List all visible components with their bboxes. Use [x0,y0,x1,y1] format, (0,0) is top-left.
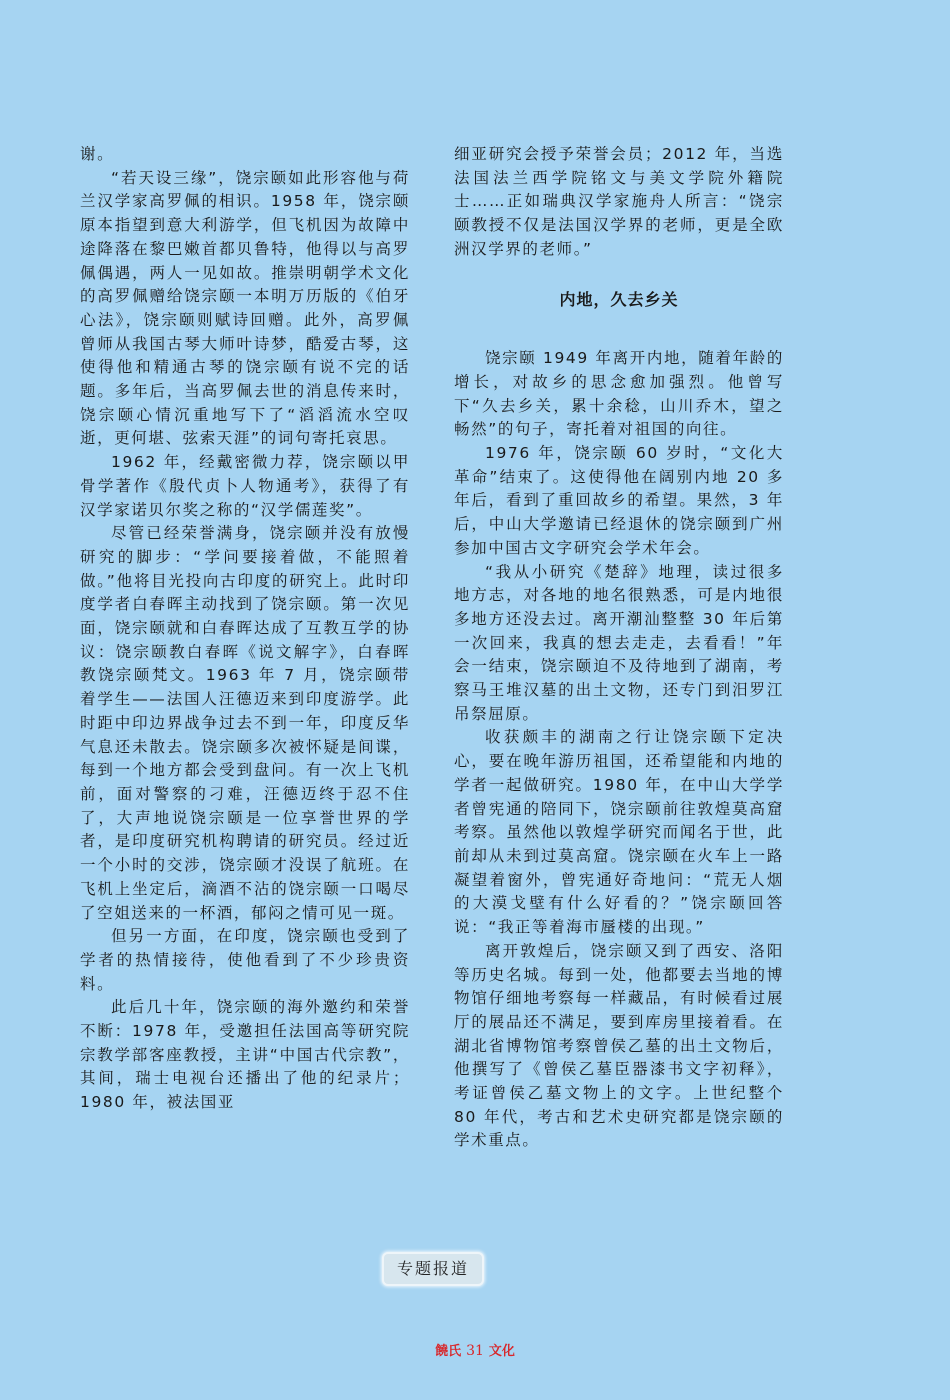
paragraph: 细亚研究会授予荣誉会员；2012 年，当选法国法兰西学院铭文与美文学院外籍院士……正如瑞典汉学家施舟人所言：“饶宗颐教授不仅是法国汉学界的老师，更是全欧洲汉学界的老师。” [454,145,784,258]
section-badge: 专题报道 [384,1254,482,1284]
paragraph: 1962 年，经戴密微力荐，饶宗颐以甲骨学著作《殷代贞卜人物通考》，获得了有汉学家诺贝尔奖之称的“汉学儒莲奖”。 [80,453,410,519]
paragraph: “若天设三缘”，饶宗颐如此形容他与荷兰汉学家高罗佩的相识。1958 年，饶宗颐原本指望到意大利游学，但飞机因为故障中途降落在黎巴嫩首都贝鲁特，他得以与高罗佩偶遇，两人一见如故。推崇明朝学术文化的高罗佩赠给饶宗颐一本明万历版的《伯牙心法》，饶宗颐则赋诗回赠。此外，高罗佩曾师从我国古琴大师叶诗梦，酷爱古琴，这使得他和精通古琴的饶宗颐有说不完的话题。多年后，当高罗佩去世的消息传来时，饶宗颐心情沉重地写下了“滔滔流水空叹逝，更何堪、弦索天涯”的词句寄托哀思。 [80,168,410,448]
page-number: 31 [466,1343,484,1359]
paragraph: 收获颇丰的湖南之行让饶宗颐下定决心，要在晚年游历祖国，还希望能和内地的学者一起做研究。1980 年，在中山大学学者曾宪通的陪同下，饶宗颐前往敦煌莫高窟考察。虽然他以敦煌学研究而闻名于世，此前却从未到过莫高窟。饶宗颐在火车上一路凝望着窗外，曾宪通好奇地问：“荒无人烟的大漠戈壁有什么好看的？”饶宗颐回答说：“我正等着海市蜃楼的出现。” [454,728,784,937]
page-footer [0,1340,950,1359]
paragraph: “我从小研究《楚辞》地理，读过很多地方志，对各地的地名很熟悉，可是内地很多地方还没去过。离开潮汕整整 30 年后第一次回来，我真的想去走走，去看看！”年会一结束，饶宗颐迫不及待地到了湖南，考察马王堆汉墓的出土文物，还专门到汨罗江吊祭屈原。 [454,562,784,723]
left-column [80,143,410,1115]
paragraph: 离开敦煌后，饶宗颐又到了西安、洛阳等历史名城。每到一处，他都要去当地的博物馆仔细地考察每一样藏品，有时候看过展厅的展品还不满足，要到库房里接着看。在湖北省博物馆考察曾侯乙墓的出土文物后，他撰写了《曾侯乙墓臣器漆书文字初释》，考证曾侯乙墓文物上的文字。上世纪整个 80 年代，考古和艺术史研究都是饶宗颐的学术重点。 [454,941,784,1150]
paragraph: 但另一方面，在印度，饶宗颐也受到了学者的热情接待，使他看到了不少珍贵资料。 [80,927,410,993]
right-column [454,143,784,1153]
section-heading: 内地，久去乡关 [559,289,679,309]
paragraph: 此后几十年，饶宗颐的海外邀约和荣誉不断：1978 年，受邀担任法国高等研究院宗教学部客座教授，主讲“中国古代宗教”，其间，瑞士电视台还播出了他的纪录片；1980 年，被法国亚 [80,998,410,1112]
paragraph: 尽管已经荣誉满身，饶宗颐并没有放慢研究的脚步：“学问要接着做，不能照着做。”他将目光投向古印度的研究上。此时印度学者白春晖主动找到了饶宗颐。第一次见面，饶宗颐就和白春晖达成了互教互学的协议：饶宗颐教白春晖《说文解字》，白春晖教饶宗颐梵文。1963 年 7 月，饶宗颐带着学生——法国人汪德迈来到印度游学。此时距中印边界战争过去不到一年，印度反华气息还未散去。饶宗颐多次被怀疑是间谍，每到一个地方都会受到盘问。有一次上飞机前，面对警察的刁难，汪德迈终于忍不住了，大声地说饶宗颐是一位享誉世界的学者，是印度研究机构聘请的研究员。经过近一个小时的交涉，饶宗颐才没误了航班。在飞机上坐定后，滴酒不沾的饶宗颐一口喝尽了空姐送来的一杯酒，郁闷之情可见一斑。 [80,524,410,922]
paragraph: 饶宗颐 1949 年离开内地，随着年龄的增长，对故乡的思念愈加强烈。他曾写下“久去乡关，累十余稔，山川乔木，望之畅然”的句子，寄托着对祖国的向往。 [454,349,784,439]
paragraph: 1976 年，饶宗颐 60 岁时，“文化大革命”结束了。这使得他在阔别内地 20 多年后，看到了重回故乡的希望。果然，3 年后，中山大学邀请已经退休的饶宗颐到广州参加中国古文字研究会学术年会。 [454,444,784,557]
paragraph: 谢。 [80,145,115,163]
footer-magazine-name-left: 饒氏 [435,1344,462,1359]
footer-magazine-name-right: 文化 [488,1344,515,1359]
